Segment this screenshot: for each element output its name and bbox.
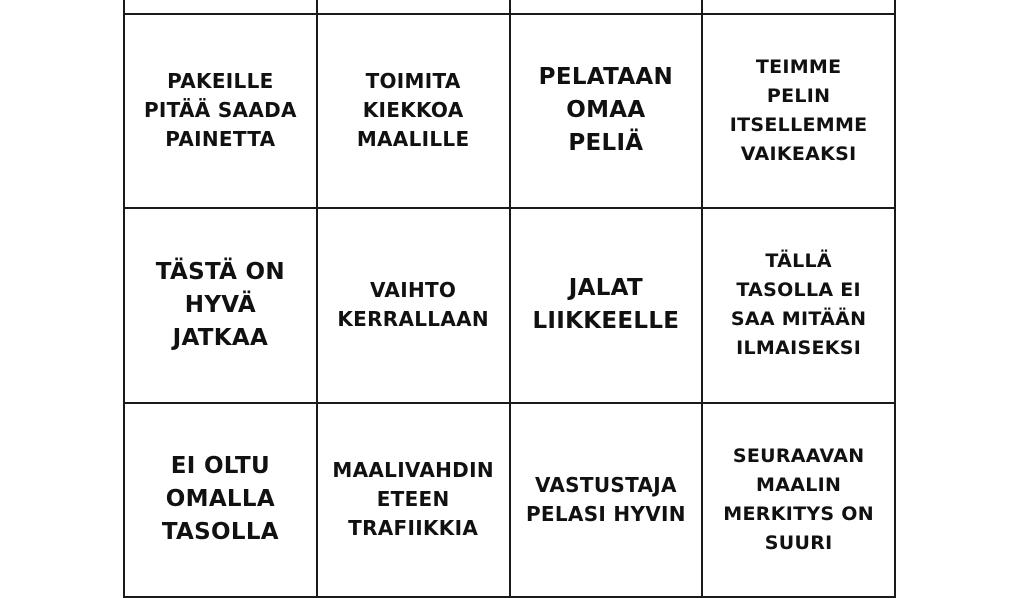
bingo-cell-r1c1[interactable]: TOIMITA KIEKKOA MAALILLE — [318, 15, 511, 210]
bingo-cell-r1c0[interactable]: PAKEILLE PITÄÄ SAADA PAINETTA — [125, 15, 318, 210]
bingo-board — [123, 0, 896, 598]
bingo-cell-r3c0[interactable]: EI OLTU OMALLA TASOLLA — [125, 404, 318, 598]
bingo-cell-r2c2[interactable]: JALAT LIIKKEELLE — [511, 209, 704, 404]
bingo-cell-r0c1[interactable] — [318, 0, 511, 15]
bingo-cell-r2c1[interactable]: VAIHTO KERRALLAAN — [318, 209, 511, 404]
bingo-cell-r0c2[interactable] — [511, 0, 704, 15]
bingo-cell-r3c2[interactable]: VASTUSTAJA PELASI HYVIN — [511, 404, 704, 598]
bingo-cell-r3c3[interactable]: SEURAAVAN MAALIN MERKITYS ON SUURI — [703, 404, 896, 598]
bingo-cell-r0c0[interactable] — [125, 0, 318, 15]
bingo-cell-r3c1[interactable]: MAALIVAHDIN ETEEN TRAFIIKKIA — [318, 404, 511, 598]
bingo-cell-r2c0[interactable]: TÄSTÄ ON HYVÄ JATKAA — [125, 209, 318, 404]
bingo-cell-r2c3[interactable]: TÄLLÄ TASOLLA EI SAA MITÄÄN ILMAISEKSI — [703, 209, 896, 404]
bingo-cell-r1c3[interactable]: TEIMME PELIN ITSELLEMME VAIKEAKSI — [703, 15, 896, 210]
bingo-cell-r0c3[interactable] — [703, 0, 896, 15]
bingo-cell-r1c2[interactable]: PELATAAN OMAA PELIÄ — [511, 15, 704, 210]
